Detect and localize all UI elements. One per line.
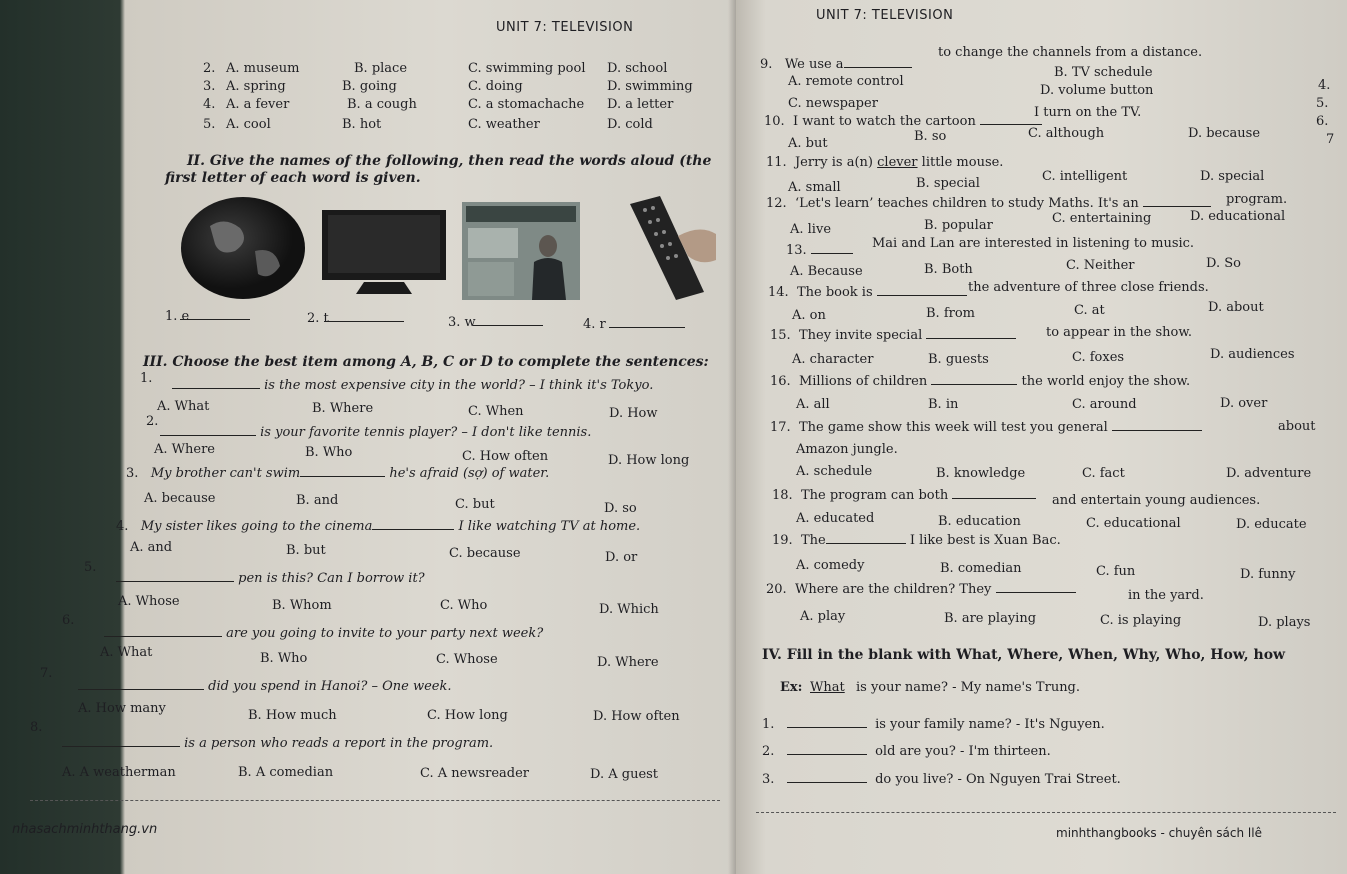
question-text: is your favorite tennis player? – I don't like tennis. <box>260 425 592 440</box>
answer-blank[interactable] <box>787 727 867 728</box>
answer-blank[interactable] <box>172 388 260 389</box>
question-number: 3. <box>126 466 139 481</box>
underlined-word: clever <box>877 155 918 170</box>
question-text: pen is this? Can I borrow it? <box>238 571 425 586</box>
row-number: 2. <box>203 61 216 76</box>
option-d: D. volume button <box>1040 83 1154 98</box>
option-c: C. a stomachache <box>468 97 585 112</box>
question-text: about <box>1278 419 1316 434</box>
option-c: C. because <box>449 546 521 561</box>
question-text: The <box>800 533 826 548</box>
option-c: C. swimming pool <box>468 61 586 76</box>
option-b: B. Whom <box>272 598 332 613</box>
option-d: D. over <box>1220 396 1268 411</box>
answer-blank[interactable] <box>952 498 1036 499</box>
question-number: 6. <box>62 613 75 628</box>
question-text: I like best is Xuan Bac. <box>909 533 1061 548</box>
option-d: D. A guest <box>590 767 659 782</box>
question-number: 1. <box>762 717 775 732</box>
option-c: C. Neither <box>1066 258 1135 273</box>
option-a: A. remote control <box>788 74 904 89</box>
option-c: C. intelligent <box>1042 169 1128 184</box>
option-a: A. museum <box>226 61 300 76</box>
answer-blank[interactable] <box>324 311 404 322</box>
option-c: C. although <box>1028 126 1105 141</box>
question-number: 2. <box>762 744 775 759</box>
option-d: D. plays <box>1258 615 1311 630</box>
question-text: The program can both <box>800 488 949 503</box>
question-number: 8. <box>30 720 43 735</box>
option-b: B. special <box>916 176 980 191</box>
section-2-instruction-cont: first letter of each word is given. <box>165 170 421 186</box>
question-text: I like watching TV at home. <box>458 519 641 534</box>
option-b: B. so <box>914 129 947 144</box>
question-number: 17. <box>770 420 791 435</box>
television-image <box>320 208 450 300</box>
answer-blank[interactable] <box>787 754 867 755</box>
left-header: UNIT 7: TELEVISION <box>496 20 634 35</box>
question-text: The book is <box>796 285 873 300</box>
option-d: D. How often <box>593 709 680 724</box>
option-c: C. newspaper <box>788 96 878 111</box>
question-number: 13. <box>786 243 807 258</box>
label-text: 2. t <box>307 311 329 326</box>
option-d: D. funny <box>1240 567 1296 582</box>
question-number: 2. <box>146 414 159 429</box>
question-number: 4. <box>116 519 129 534</box>
option-a: A. educated <box>796 511 875 526</box>
option-c: C. is playing <box>1100 613 1182 628</box>
answer-blank[interactable] <box>811 253 853 254</box>
example-answer: What <box>810 680 845 695</box>
question-number: 18. <box>772 488 793 503</box>
option-c: C. How often <box>462 449 549 464</box>
option-b: B. but <box>286 543 326 558</box>
option-c: C. How long <box>427 708 508 723</box>
option-c: C. fact <box>1082 466 1125 481</box>
option-d: D. cold <box>607 117 653 132</box>
option-c: C. but <box>455 497 495 512</box>
question-text: program. <box>1226 192 1288 207</box>
label-text: 3. w <box>448 315 476 330</box>
answer-blank[interactable] <box>116 581 234 582</box>
question-number: 3. <box>762 772 775 787</box>
answer-blank[interactable] <box>877 295 967 296</box>
option-d: D. a letter <box>607 97 674 112</box>
option-d: D. special <box>1200 169 1265 184</box>
option-b: B. hot <box>342 117 382 132</box>
question-text: Mai and Lan are interested in listening to music. <box>872 236 1195 251</box>
option-b: B. A comedian <box>238 765 334 780</box>
question-text: My sister likes going to the cinema <box>140 519 373 534</box>
option-c: C. weather <box>468 117 540 132</box>
option-b: B. Both <box>924 262 973 277</box>
option-a: A. live <box>790 222 832 237</box>
question-text: Jerry is a(n) <box>794 155 873 170</box>
option-b: B. Who <box>305 445 353 460</box>
answer-blank[interactable] <box>160 435 256 436</box>
answer-blank[interactable] <box>980 124 1042 125</box>
example-text: is your name? - My name's Trung. <box>856 680 1081 695</box>
option-a: A. a fever <box>226 97 290 112</box>
option-b: B. and <box>296 493 339 508</box>
option-d: D. because <box>1188 126 1261 141</box>
option-b: B. popular <box>924 218 993 233</box>
question-text: in the yard. <box>1128 588 1204 603</box>
option-b: B. a cough <box>347 97 417 112</box>
option-b: B. place <box>354 61 408 76</box>
option-a: A. character <box>792 352 874 367</box>
option-d: D. educate <box>1236 517 1307 532</box>
option-a: A. What <box>100 645 153 660</box>
answer-blank[interactable] <box>931 384 1017 385</box>
question-text: did you spend in Hanoi? – One week. <box>208 679 452 694</box>
question-number: 10. <box>764 114 785 129</box>
answer-blank[interactable] <box>372 529 454 530</box>
answer-blank[interactable] <box>300 476 385 477</box>
question-text: to appear in the show. <box>1046 325 1193 340</box>
section-2-instruction: II. Give the names of the following, then read the words aloud (the <box>187 153 712 169</box>
question-text: the adventure of three close friends. <box>968 280 1209 295</box>
option-d: D. How <box>609 406 658 421</box>
option-a: A. because <box>144 491 216 506</box>
option-c: C. around <box>1072 397 1137 412</box>
question-text: Millions of children <box>798 374 928 389</box>
option-b: B. in <box>928 397 959 412</box>
option-a: A. comedy <box>796 558 865 573</box>
question-text: old are you? - I'm thirteen. <box>875 744 1051 759</box>
option-d: D. school <box>607 61 668 76</box>
option-c: C. doing <box>468 79 523 94</box>
question-number: 16. <box>770 374 791 389</box>
option-c: C. fun <box>1096 564 1136 579</box>
option-b: B. comedian <box>940 561 1022 576</box>
margin-number: 4. <box>1318 78 1331 93</box>
answer-blank[interactable] <box>473 315 543 326</box>
option-b: B. How much <box>248 708 337 723</box>
margin-number: 5. <box>1316 96 1329 111</box>
option-d: D. Which <box>599 602 659 617</box>
question-text: ‘Let's learn’ teaches children to study Maths. It's an <box>794 196 1139 211</box>
question-text: The game show this week will test you general <box>798 420 1108 435</box>
remote-control-image <box>600 196 718 300</box>
answer-blank[interactable] <box>62 746 180 747</box>
option-c: C. foxes <box>1072 350 1125 365</box>
question-text: little mouse. <box>921 155 1004 170</box>
answer-blank[interactable] <box>609 317 685 328</box>
question-text: are you going to invite to your party next week? <box>226 626 544 641</box>
question-text: do you live? - On Nguyen Trai Street. <box>875 772 1121 787</box>
right-footer: minhthangbooks - chuyên sách llê <box>1056 826 1262 840</box>
option-d: D. How long <box>608 453 690 468</box>
footer-divider <box>756 812 1336 813</box>
footer-divider <box>30 800 720 801</box>
label-text: 4. r <box>583 317 606 332</box>
question-number: 19. <box>772 533 793 548</box>
option-a: A. spring <box>226 79 286 94</box>
option-a: A. cool <box>226 117 271 132</box>
option-c: C. at <box>1074 303 1105 318</box>
question-number: 7. <box>40 666 53 681</box>
option-d: D. swimming <box>607 79 693 94</box>
question-text: is your family name? - It's Nguyen. <box>875 717 1105 732</box>
option-c: C. When <box>468 404 524 419</box>
row-number: 3. <box>203 79 216 94</box>
option-a: A. A weatherman <box>62 765 176 780</box>
row-number: 4. <box>203 97 216 112</box>
option-a: A. all <box>796 397 830 412</box>
option-c: C. educational <box>1086 516 1181 531</box>
option-a: A. play <box>800 609 846 624</box>
option-b: B. from <box>926 306 975 321</box>
option-b: B. are playing <box>944 611 1037 626</box>
option-a: A. on <box>792 308 826 323</box>
right-page <box>736 0 1347 874</box>
answer-blank[interactable] <box>996 592 1076 593</box>
option-d: D. so <box>604 501 637 516</box>
question-number: 12. <box>766 196 787 211</box>
answer-blank[interactable] <box>104 636 222 637</box>
margin-number: 6. <box>1316 114 1329 129</box>
question-text: and entertain young audiences. <box>1052 493 1261 508</box>
answer-blank[interactable] <box>826 543 906 544</box>
option-b: B. Where <box>312 401 374 416</box>
option-b: B. going <box>342 79 397 94</box>
section-4-instruction: IV. Fill in the blank with What, Where, When, Why, Who, How, how <box>762 647 1286 663</box>
option-a: A. Whose <box>118 594 180 609</box>
question-text: Amazon jungle. <box>796 442 898 457</box>
weatherman-image <box>462 202 580 300</box>
answer-blank[interactable] <box>1143 206 1211 207</box>
question-text: to change the channels from a distance. <box>938 45 1203 60</box>
answer-blank[interactable] <box>1112 430 1202 431</box>
option-d: D. adventure <box>1226 466 1312 481</box>
option-a: A. What <box>157 399 210 414</box>
option-a: A. Where <box>154 442 215 457</box>
option-c: C. entertaining <box>1052 211 1152 226</box>
question-text: he's afraid (sợ) of water. <box>389 466 550 481</box>
answer-blank[interactable] <box>787 782 867 783</box>
question-text: My brother can't swim <box>150 466 301 481</box>
answer-blank[interactable] <box>78 689 204 690</box>
answer-blank[interactable] <box>844 67 912 68</box>
row-number: 5. <box>203 117 216 132</box>
question-text: is the most expensive city in the world? – I think it's Tokyo. <box>264 378 654 393</box>
option-d: D. or <box>605 550 638 565</box>
section-3-instruction: III. Choose the best item among A, B, C or D to complete the sentences: <box>143 354 709 370</box>
question-text: I turn on the TV. <box>1034 105 1142 120</box>
option-d: D. about <box>1208 300 1264 315</box>
option-c: C. A newsreader <box>420 766 530 781</box>
option-a: A. schedule <box>796 464 873 479</box>
question-text: We use a <box>784 57 844 72</box>
question-number: 11. <box>766 155 787 170</box>
option-b: B. TV schedule <box>1054 65 1153 80</box>
option-b: B. Who <box>260 651 308 666</box>
example-label: Ex: <box>780 680 803 695</box>
question-number: 9. <box>760 57 773 72</box>
earth-globe-image <box>180 196 306 300</box>
question-number: 5. <box>84 560 97 575</box>
question-number: 20. <box>766 582 787 597</box>
answer-blank[interactable] <box>180 309 250 320</box>
question-number: 1. <box>140 371 153 386</box>
right-header: UNIT 7: TELEVISION <box>816 8 954 23</box>
question-text: the world enjoy the show. <box>1021 374 1191 389</box>
question-number: 14. <box>768 285 789 300</box>
option-d: D. educational <box>1190 209 1286 224</box>
option-b: B. knowledge <box>936 466 1026 481</box>
option-a: A. Because <box>790 264 863 279</box>
option-d: D. Where <box>597 655 659 670</box>
option-b: B. education <box>938 514 1021 529</box>
option-a: A. small <box>788 180 841 195</box>
answer-blank[interactable] <box>926 338 1016 339</box>
label-text: 1. e <box>165 309 190 324</box>
option-a: A. How many <box>78 701 166 716</box>
question-text: I want to watch the cartoon <box>792 114 976 129</box>
option-a: A. but <box>788 136 828 151</box>
option-a: A. and <box>130 540 173 555</box>
option-b: B. guests <box>928 352 989 367</box>
option-c: C. Who <box>440 598 488 613</box>
option-d: D. audiences <box>1210 347 1295 362</box>
margin-number: 7 <box>1326 132 1335 147</box>
option-c: C. Whose <box>436 652 498 667</box>
left-footer: nhasachminhthang.vn <box>12 822 158 837</box>
question-number: 15. <box>770 328 791 343</box>
question-text: They invite special <box>798 328 923 343</box>
option-d: D. So <box>1206 256 1241 271</box>
question-text: is a person who reads a report in the program. <box>184 736 494 751</box>
question-text: Where are the children? They <box>794 582 992 597</box>
